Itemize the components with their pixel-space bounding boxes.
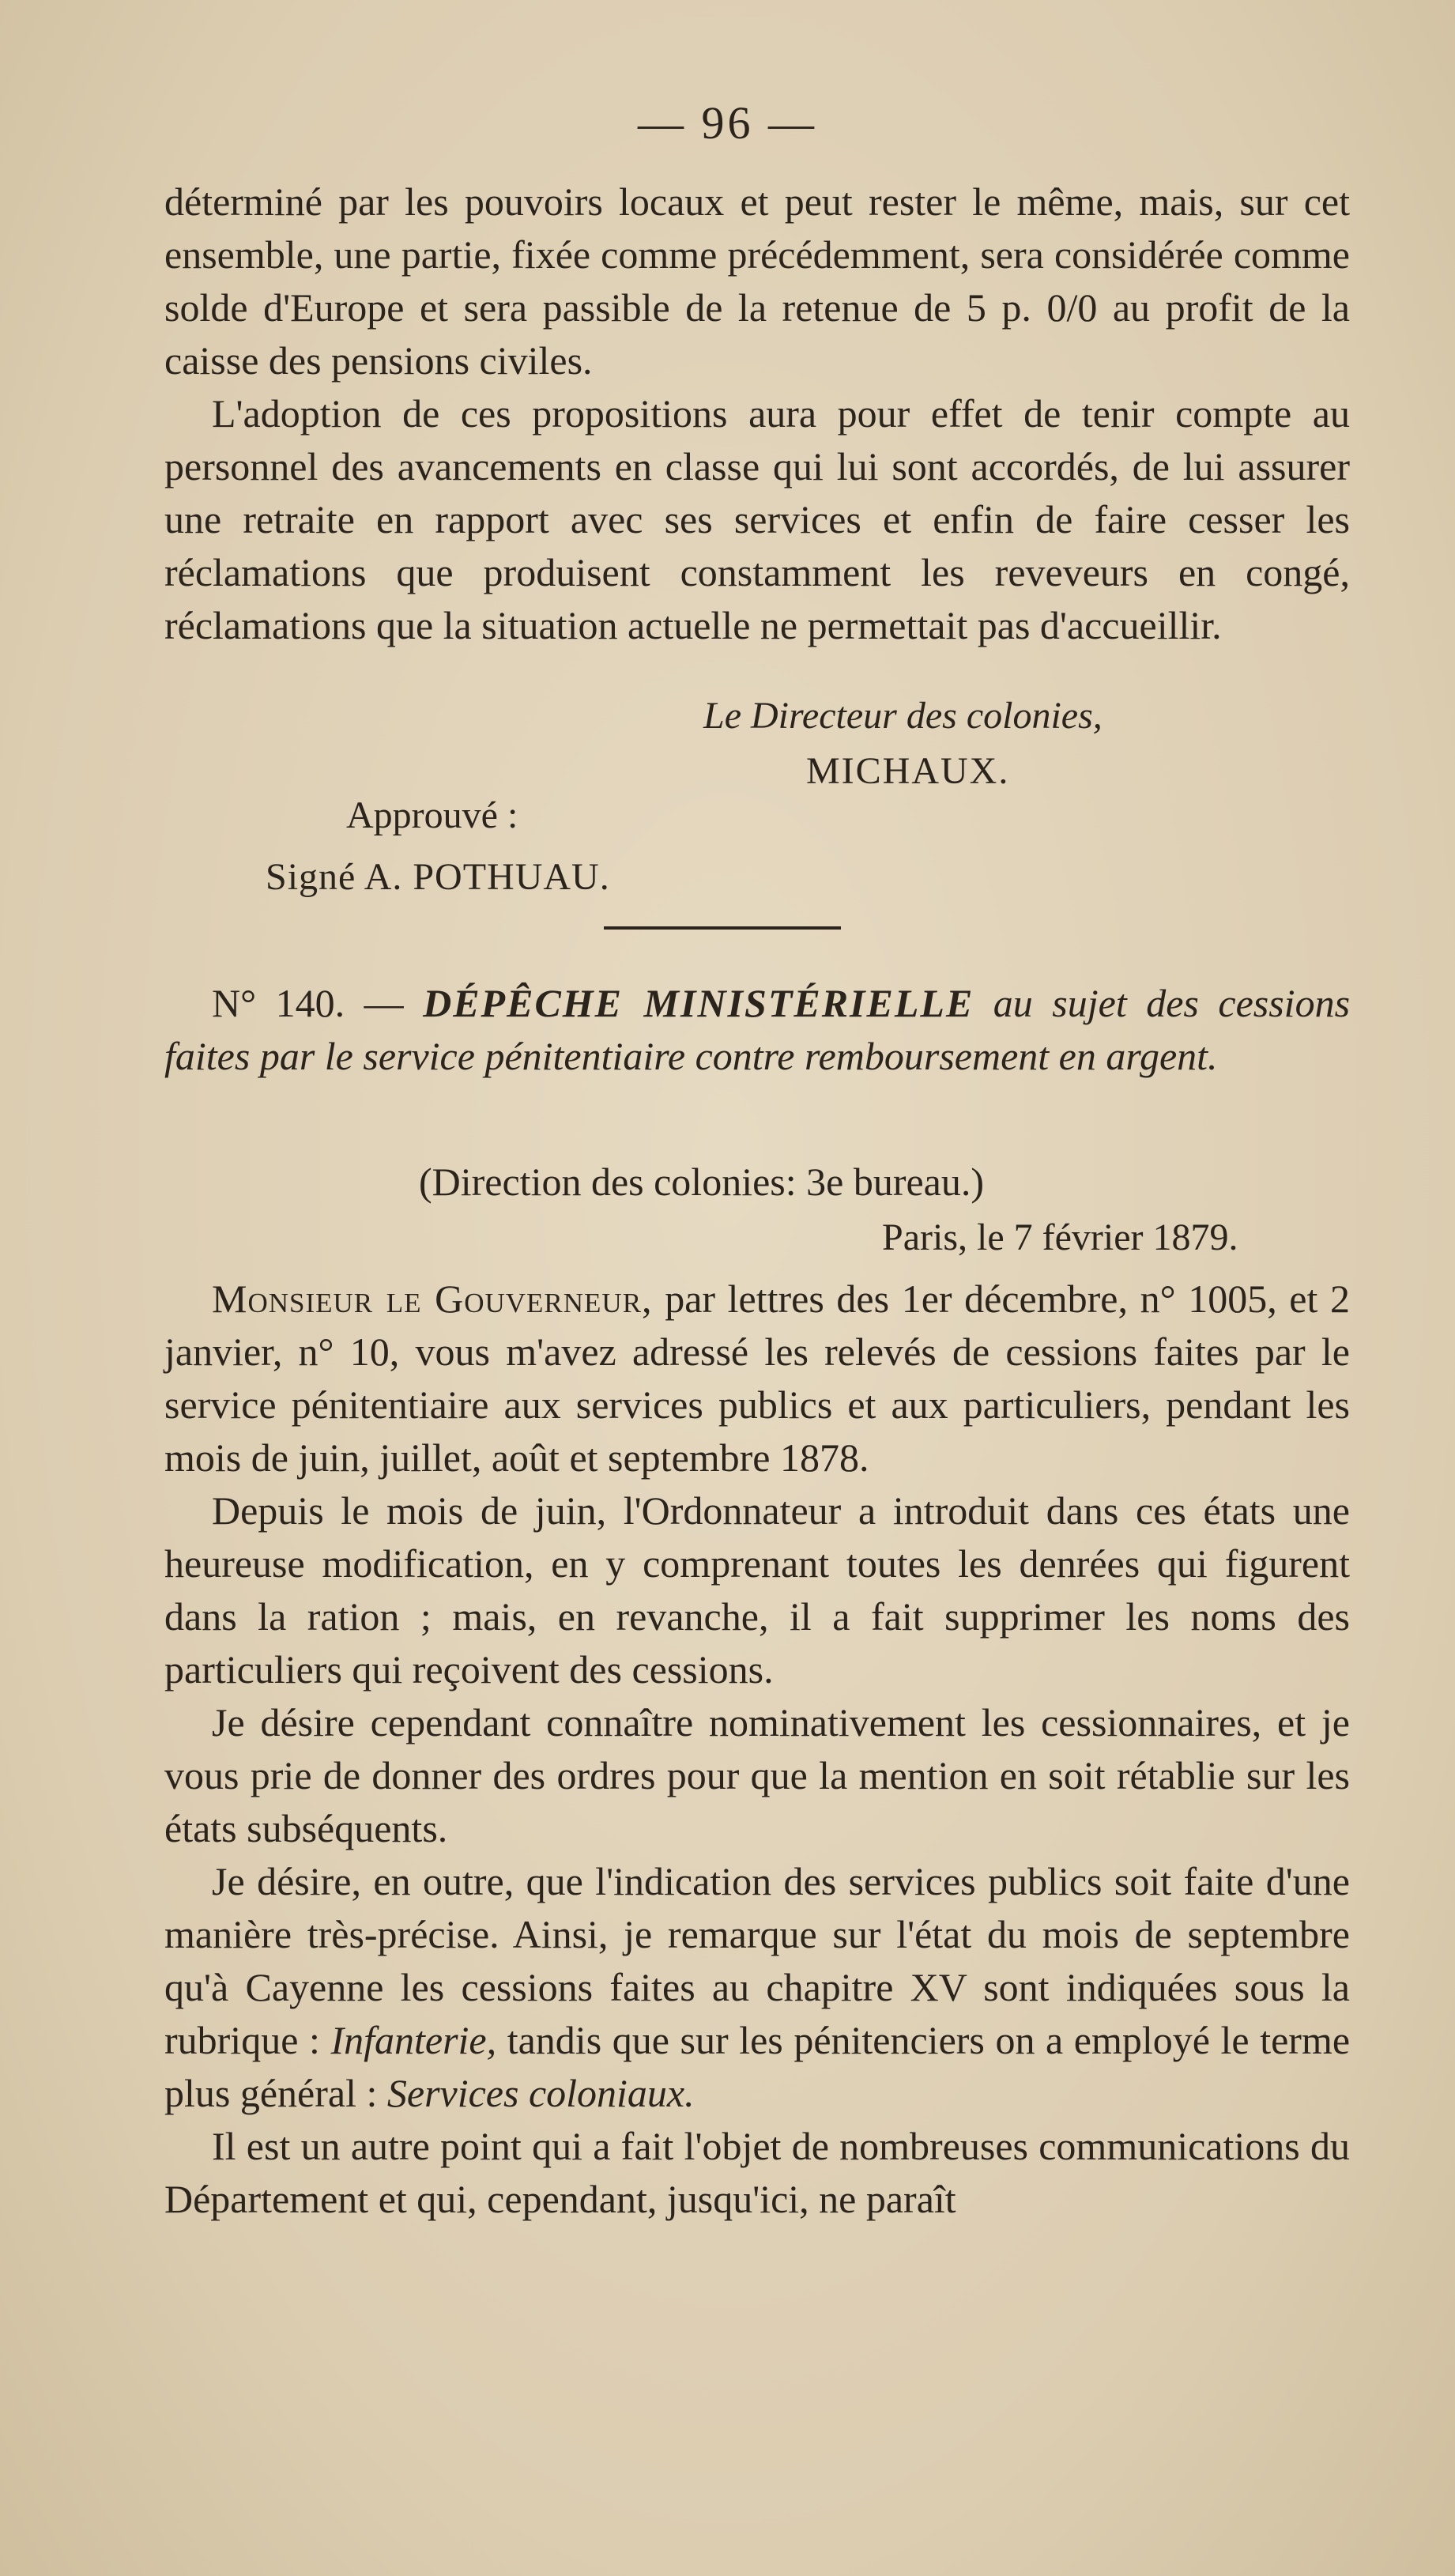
signature-name: MICHAUX. xyxy=(806,750,1010,792)
paragraph-6b: tandis que sur les pénitenciers on a employé le terme plus général : xyxy=(164,2018,1351,2115)
heading-dash: — xyxy=(364,981,404,1025)
approved-label: Approuvé : xyxy=(346,794,518,836)
dispatch-date: Paris, le 7 février 1879. xyxy=(882,1216,1238,1258)
page-number: — 96 — xyxy=(638,97,817,149)
dispatch-number: N° 140. xyxy=(212,981,345,1025)
paragraph-2: L'adoption de ces propositions aura pour effet de tenir compte au personnel des avancements en classe qui lui sont accordés, de lui assurer une retraite en rapport avec ses services et enfin de faire cesser les réclamations que produisent constamment les reveveurs en congé, réclamations que la situation actuelle ne permettait pas d'accueillir. xyxy=(164,391,1350,647)
paragraph-6a: Je désire, en outre, que l'indication des services publics soit faite d'une manière très-précise. Ainsi, je remarque sur l'état du mois de septembre qu'à Cayenne les cessions faites au chapitre XV sont indiquées sous la rubrique : xyxy=(164,1859,1350,2062)
rubric-infanterie: Infanterie, xyxy=(330,2018,497,2062)
section-divider xyxy=(604,926,841,930)
dispatch-subtitle-b: cessions faites par le service pénitentiaire contre remboursement en argent. xyxy=(164,981,1351,1078)
body-bottom xyxy=(164,1273,1350,2226)
salutation: Monsieur le Gouverneur, xyxy=(212,1277,653,1321)
dispatch-heading xyxy=(164,977,1350,1083)
paragraph-1: déterminé par les pouvoirs locaux et peut rester le même, mais, sur cet ensemble, une partie, fixée comme précédemment, sera considérée comme solde d'Europe et sera passible de la retenue de 5 p. 0/0 au profit de la caisse des pensions civiles. xyxy=(164,179,1350,383)
signed-label: Signé A. POTHUAU. xyxy=(266,856,610,898)
paragraph-7: Il est un autre point qui a fait l'objet de nombreuses communications du Département et qui, cependant, jusqu'ici, ne paraît xyxy=(164,2124,1350,2221)
paragraph-5: Je désire cependant connaître nominativement les cessionnaires, et je vous prie de donner des ordres pour que la mention en soit rétablie sur les états subséquents. xyxy=(164,1700,1350,1850)
rubric-services-coloniaux: Services coloniaux. xyxy=(386,2071,695,2115)
paragraph-3: par lettres des 1er décembre, n° 1005, et 2 janvier, n° 10, vous m'avez adressé les relevés de cessions faites par le service pénitentiaire aux services publics et aux particuliers, pendant les mois de juin, juillet, août et septembre 1878. xyxy=(164,1277,1351,1480)
body-top xyxy=(164,175,1350,652)
dispatch-subtitle-a: au sujet des xyxy=(993,981,1199,1025)
signature-title: Le Directeur des colonies, xyxy=(703,695,1103,737)
paragraph-4: Depuis le mois de juin, l'Ordonnateur a introduit dans ces états une heureuse modification, en y comprenant toutes les denrées qui figurent dans la ration ; mais, en revanche, il a fait supprimer les noms des particuliers qui reçoivent des cessions. xyxy=(164,1488,1350,1692)
direction-line: (Direction des colonies: 3e bureau.) xyxy=(419,1160,985,1204)
dispatch-title: DÉPÊCHE MINISTÉRIELLE xyxy=(423,981,974,1025)
